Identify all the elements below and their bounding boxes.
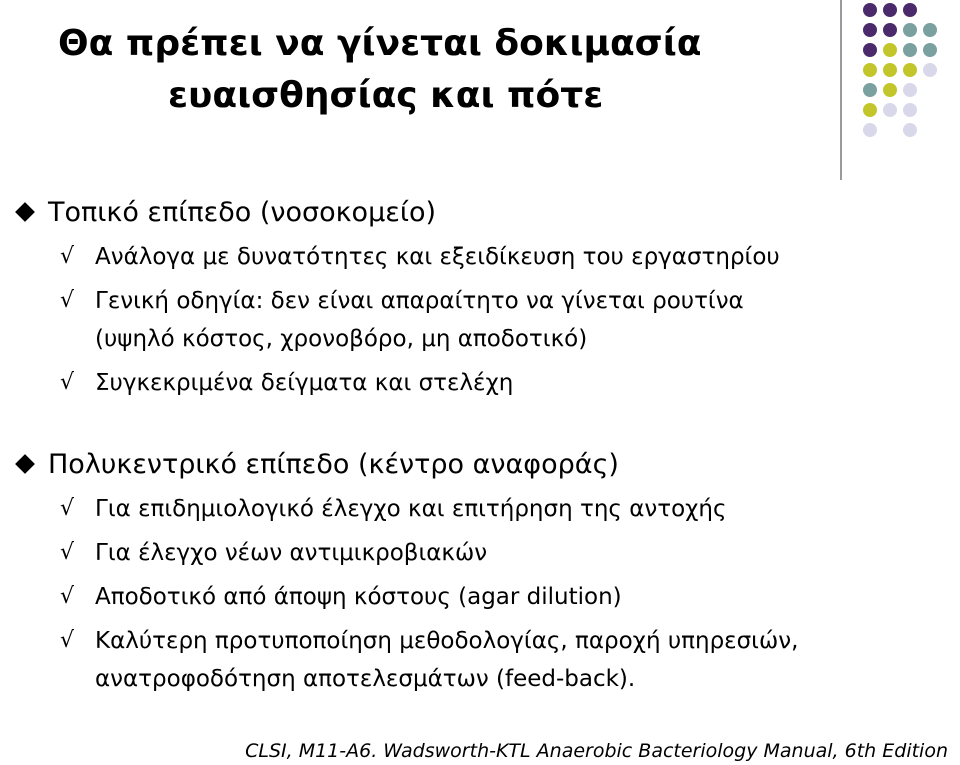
decorative-dot — [903, 103, 917, 117]
decorative-dot — [863, 83, 877, 97]
check-mark-icon: √ — [60, 584, 75, 609]
list-item: √ Αποδοτικό από άποψη κόστους (agar dilution) — [10, 578, 798, 616]
section-heading — [10, 190, 780, 234]
check-mark-icon: √ — [60, 496, 75, 521]
decorative-dot — [903, 23, 917, 37]
decorative-dot — [883, 3, 897, 17]
check-mark-icon: √ — [60, 244, 75, 269]
section-local-level — [10, 190, 780, 402]
section-multicenter-level — [10, 442, 798, 698]
decorative-dot — [903, 3, 917, 17]
decorative-dot — [863, 3, 877, 17]
citation-footer: CLSI, M11-A6. Wadsworth-KTL Anaerobic Bacteriology Manual, 6th Edition — [245, 740, 948, 762]
decorative-dot — [863, 123, 877, 137]
section-heading — [10, 442, 798, 486]
decorative-dot — [923, 43, 937, 57]
decorative-dot — [883, 63, 897, 77]
check-mark-icon: √ — [60, 288, 75, 313]
decorative-dot — [923, 23, 937, 37]
decorative-dot — [863, 43, 877, 57]
check-mark-icon: √ — [60, 540, 75, 565]
decorative-dot — [863, 63, 877, 77]
diamond-bullet-icon — [15, 202, 35, 222]
list-item: √ Γενική οδηγία: δεν είναι απαραίτητο να γίνεται ρουτίνα (υψηλό κόστος, χρονοβόρο, μη αποδοτικό) — [10, 282, 780, 358]
decorative-dot — [883, 43, 897, 57]
check-mark-icon: √ — [60, 370, 75, 395]
section-heading-text: Πολυκεντρικό επίπεδο (κέντρο αναφοράς) — [48, 448, 619, 480]
list-item: √ Ανάλογα με δυνατότητες και εξειδίκευση του εργαστηρίου — [10, 238, 780, 276]
decorative-dot — [863, 23, 877, 37]
decorative-dot-grid — [0, 0, 960, 180]
list-item: √ Για επιδημιολογικό έλεγχο και επιτήρηση της αντοχής — [10, 490, 798, 528]
check-mark-icon: √ — [60, 628, 75, 653]
slide-title-line-1: Θα πρέπει να γίνεται δοκιμασία — [58, 23, 702, 64]
list-item: √ Για έλεγχο νέων αντιμικροβιακών — [10, 534, 798, 572]
decorative-dot — [883, 23, 897, 37]
decorative-dot — [903, 83, 917, 97]
decorative-dot — [903, 123, 917, 137]
decorative-dot — [883, 103, 897, 117]
decorative-dot — [923, 63, 937, 77]
decorative-dot — [863, 103, 877, 117]
list-item: √ Καλύτερη προτυποποίηση μεθοδολογίας, παροχή υπηρεσιών, ανατροφοδότηση αποτελεσμάτων (feed-back). — [10, 622, 798, 698]
decorative-dot — [883, 83, 897, 97]
section-heading-text: Τοπικό επίπεδο (νοσοκομείο) — [48, 196, 437, 228]
slide-title-line-2: ευαισθησίας και πότε — [168, 75, 604, 116]
decorative-dot — [903, 63, 917, 77]
decorative-dot — [903, 43, 917, 57]
diamond-bullet-icon — [15, 454, 35, 474]
list-item: √ Συγκεκριμένα δείγματα και στελέχη — [10, 364, 780, 402]
